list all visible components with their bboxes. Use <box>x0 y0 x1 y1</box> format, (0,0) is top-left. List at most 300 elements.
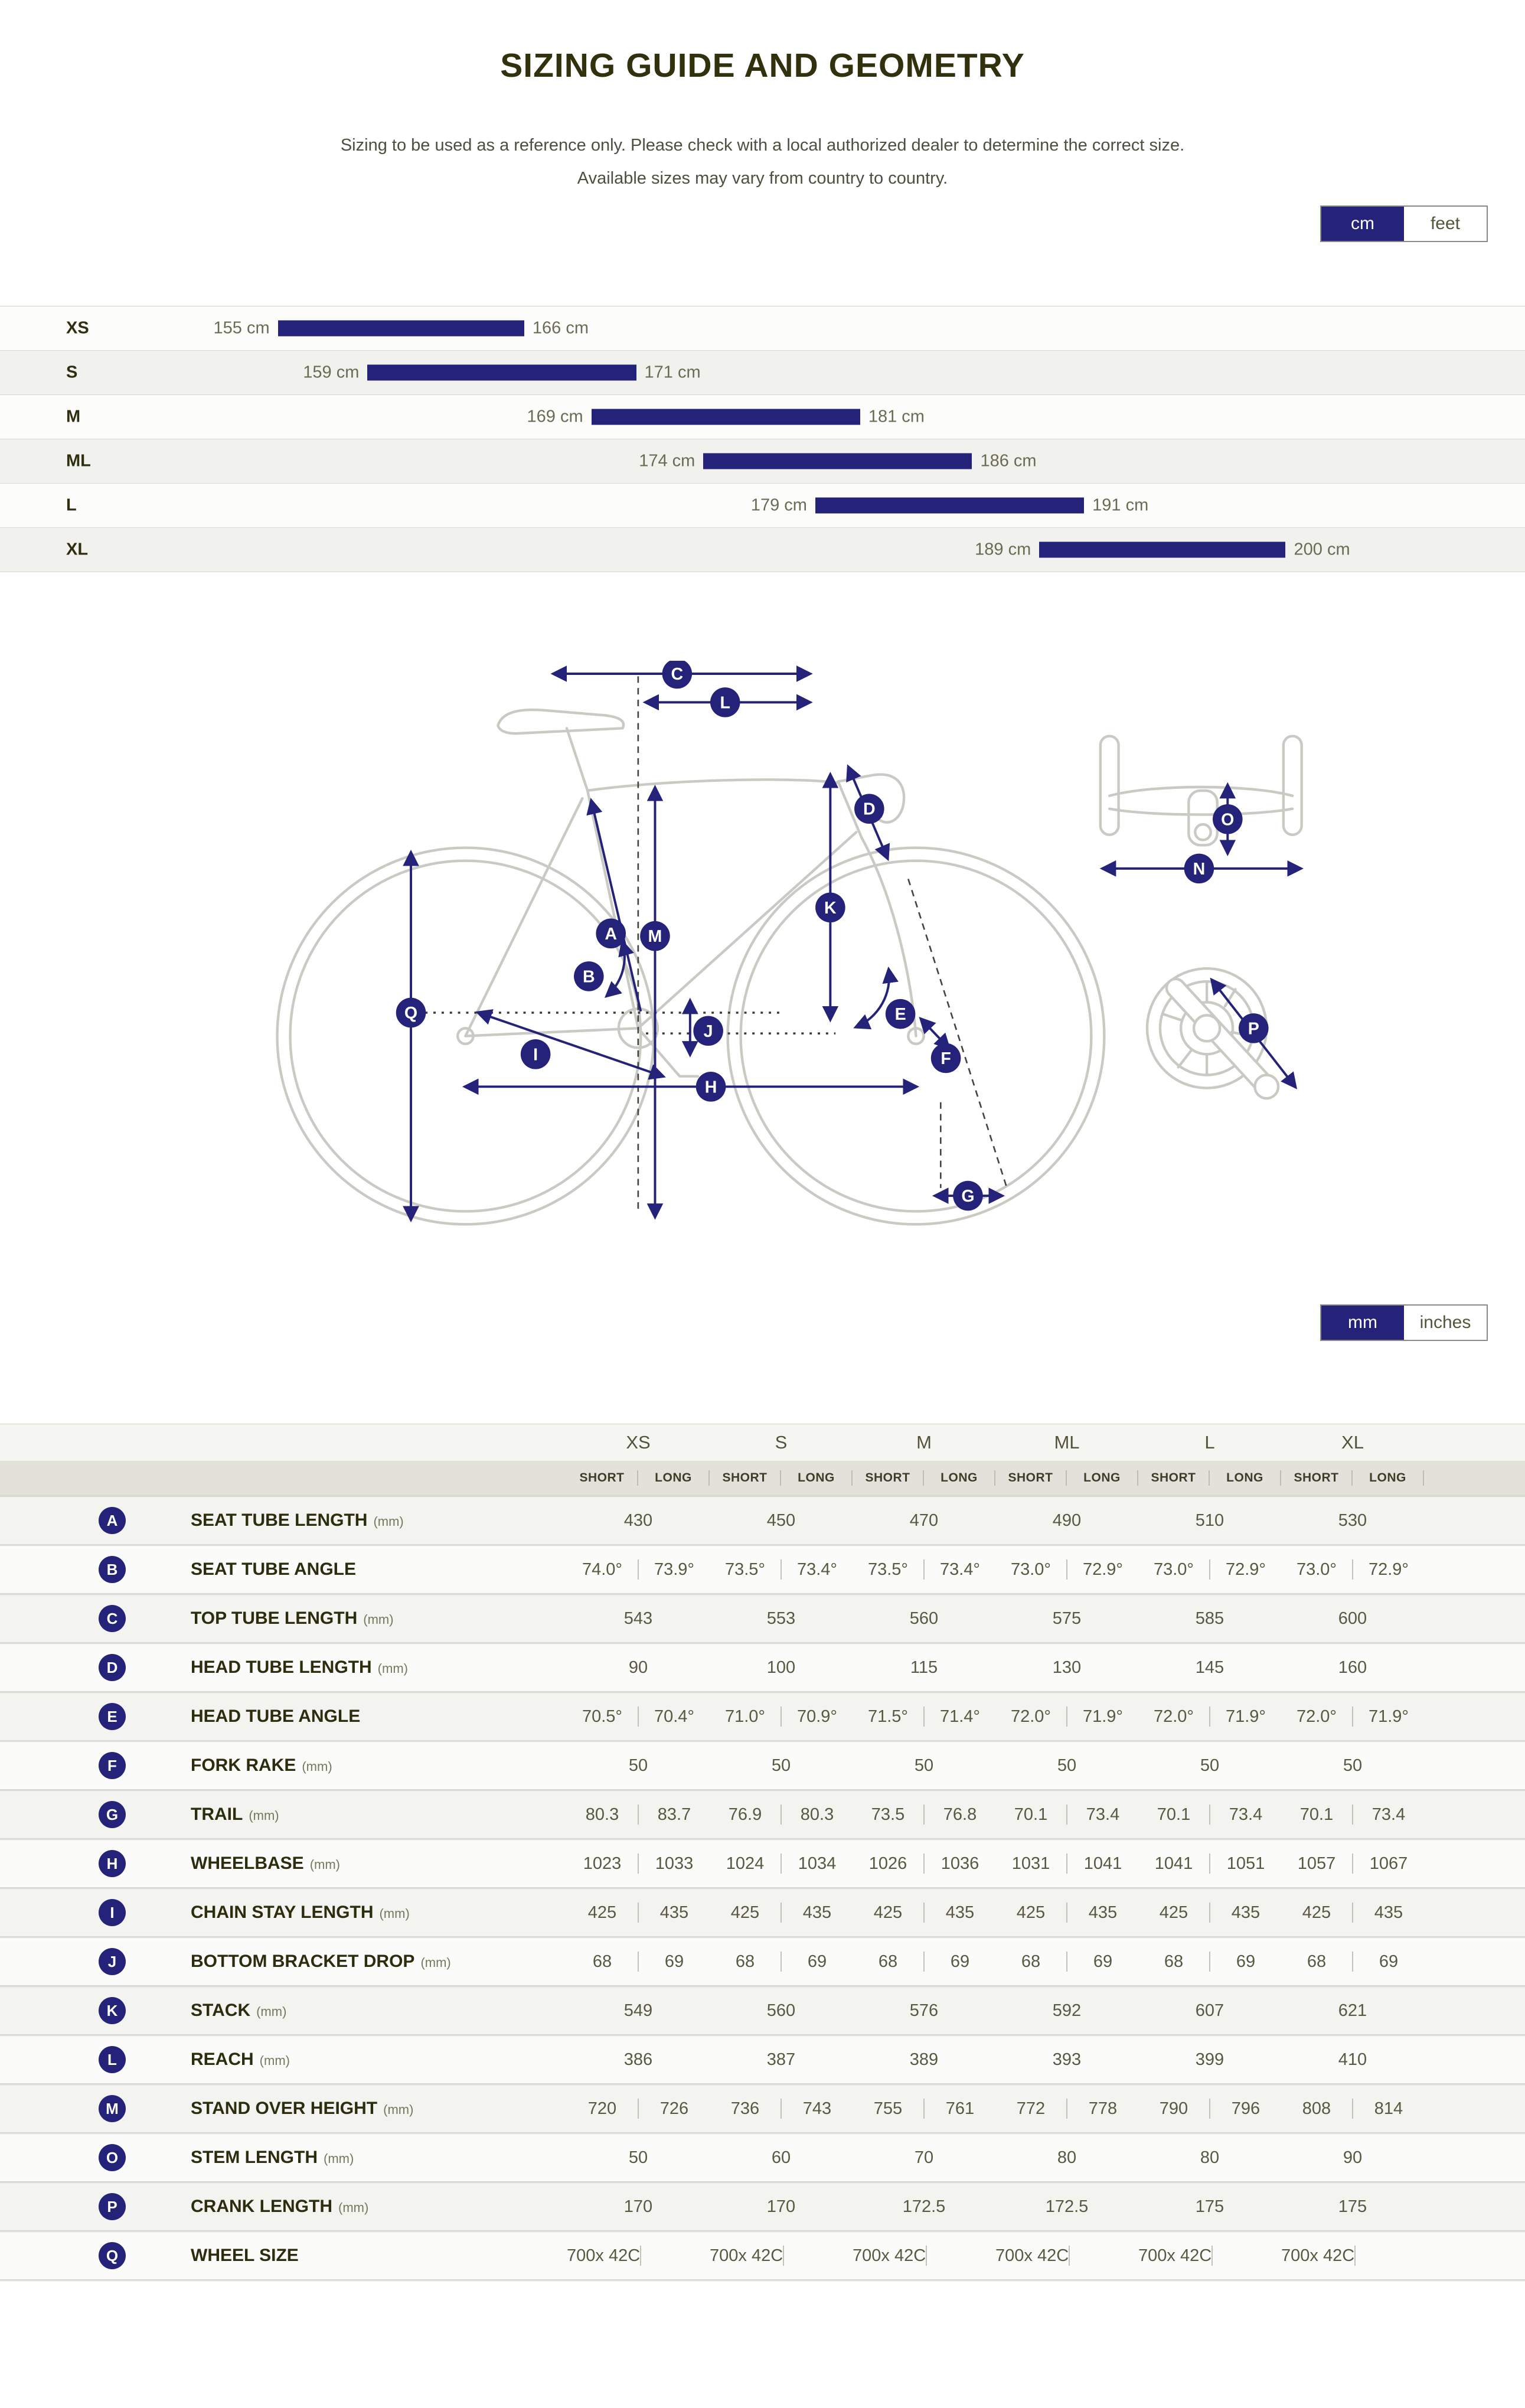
diagram-marker-o <box>1213 804 1243 834</box>
geo-cell <box>710 2148 853 2168</box>
letter-badge: I <box>99 1899 126 1926</box>
geo-value-long: 1041 <box>1083 1854 1122 1873</box>
diagram-marker-p <box>1238 1013 1268 1043</box>
row-label-cell <box>0 1997 567 2024</box>
geo-value-short: 425 <box>1302 1903 1331 1922</box>
short-label: SHORT <box>1151 1471 1196 1484</box>
geo-value: 50 <box>1343 1756 1363 1775</box>
geo-value-short: 68 <box>1164 1952 1184 1971</box>
geo-value: 70 <box>914 2148 934 2167</box>
svg-text:E: E <box>894 1005 906 1024</box>
geo-value: 510 <box>1195 1510 1224 1530</box>
table-row-seat-tube-length <box>0 1495 1525 1544</box>
height-range-bar <box>367 365 636 381</box>
svg-text:A: A <box>604 924 617 944</box>
geo-cell <box>1138 1707 1281 1727</box>
geo-cell <box>710 1511 853 1531</box>
geo-cell <box>710 2197 853 2217</box>
size-row-s <box>0 350 1525 394</box>
min-height-label: 169 cm <box>527 407 583 426</box>
geo-value-long: 73.4 <box>1229 1805 1263 1824</box>
geo-value-long: 72.9° <box>1082 1559 1124 1579</box>
geo-cell <box>853 2001 995 2021</box>
height-unit-toggle <box>1320 205 1488 242</box>
geometry-table-subheader <box>0 1461 1525 1495</box>
geo-cell <box>1281 2197 1424 2217</box>
row-label: STACK (mm) <box>191 2001 287 2020</box>
svg-text:O: O <box>1220 810 1234 830</box>
geo-value-long: 69 <box>807 1952 827 1971</box>
geo-value-short: 73.5° <box>867 1559 909 1579</box>
row-label-cell <box>0 1850 567 1877</box>
geo-value-long: 814 <box>1374 2099 1403 2118</box>
geo-cell <box>710 2099 853 2119</box>
row-unit: (mm) <box>420 1955 451 1970</box>
geo-cell <box>1281 2246 1424 2266</box>
row-label: CRANK LENGTH (mm) <box>191 2197 369 2216</box>
geo-cell <box>995 1707 1138 1727</box>
geo-value-short: 73.0° <box>1296 1559 1337 1579</box>
geo-value: 175 <box>1195 2197 1224 2216</box>
row-unit: (mm) <box>338 2200 369 2215</box>
column-header-m: M <box>916 1432 932 1453</box>
geo-value-short: 1023 <box>583 1854 622 1873</box>
letter-badge: C <box>99 1605 126 1632</box>
short-label: SHORT <box>1294 1471 1339 1484</box>
geo-value-short: 1057 <box>1297 1854 1336 1873</box>
geo-value-short: 772 <box>1016 2099 1046 2118</box>
row-label-cell <box>0 2193 567 2220</box>
row-label-cell <box>0 1948 567 1975</box>
geo-cell <box>710 1854 853 1874</box>
row-label: SEAT TUBE ANGLE <box>191 1559 357 1579</box>
geo-cell <box>1281 1609 1424 1629</box>
geo-cell <box>710 1756 853 1776</box>
row-label-cell <box>0 1703 567 1730</box>
geo-value: 115 <box>910 1657 938 1677</box>
max-height-label: 186 cm <box>980 451 1037 471</box>
geo-value-long: 73.4 <box>1086 1805 1120 1824</box>
row-label: FORK RAKE (mm) <box>191 1756 332 1775</box>
svg-text:H: H <box>704 1078 717 1097</box>
geo-value-short: 71.5° <box>867 1707 909 1726</box>
subheader-m <box>853 1470 995 1486</box>
geo-cell <box>995 2197 1138 2217</box>
cm-toggle-button[interactable]: cm <box>1321 207 1404 241</box>
height-range-bar <box>592 409 860 425</box>
geo-value-long: 76.8 <box>943 1805 977 1824</box>
geo-value-short: 73.0° <box>1153 1559 1194 1579</box>
table-row-stem-length <box>0 2132 1525 2181</box>
diagram-marker-q <box>396 998 426 1028</box>
geo-value: 575 <box>1052 1608 1082 1628</box>
diagram-marker-i <box>520 1039 550 1069</box>
geo-value-short: 425 <box>730 1903 760 1922</box>
geo-cell <box>1138 2001 1281 2021</box>
geo-cell <box>853 1609 995 1629</box>
table-row-trail <box>0 1789 1525 1838</box>
height-range-bar <box>815 498 1084 514</box>
geo-value-short: 72.0° <box>1153 1707 1194 1726</box>
geo-cell <box>853 2246 995 2266</box>
diagram-marker-k <box>815 893 845 923</box>
geo-cell <box>567 1707 710 1727</box>
letter-badge: F <box>99 1752 126 1779</box>
row-unit: (mm) <box>256 2004 287 2019</box>
geo-value-short: 73.0° <box>1010 1559 1052 1579</box>
geo-value-long: 73.4° <box>796 1559 838 1579</box>
row-label: BOTTOM BRACKET DROP (mm) <box>191 1952 451 1971</box>
geo-cell <box>1138 2050 1281 2070</box>
geo-value: 399 <box>1195 2050 1224 2069</box>
geo-cell <box>1281 1658 1424 1678</box>
geo-value-short: 700x 42C <box>995 2246 1069 2265</box>
geo-cell <box>567 1658 710 1678</box>
geo-cell <box>567 1805 710 1825</box>
geo-value: 387 <box>766 2050 796 2069</box>
geo-cell <box>1281 2001 1424 2021</box>
geo-cell <box>567 1511 710 1531</box>
geo-value-long: 743 <box>802 2099 832 2118</box>
geo-value-long: 1067 <box>1369 1854 1408 1873</box>
row-label-cell <box>0 1507 567 1534</box>
geo-cell <box>995 2099 1138 2119</box>
long-label: LONG <box>655 1471 692 1484</box>
geo-value-long: 1036 <box>941 1854 979 1873</box>
geo-value-long: 726 <box>659 2099 689 2118</box>
geo-value: 410 <box>1338 2050 1367 2069</box>
geo-cell <box>853 2148 995 2168</box>
svg-text:B: B <box>582 967 595 987</box>
geo-cell <box>853 1805 995 1825</box>
geo-cell <box>710 1903 853 1923</box>
geo-value-long: 69 <box>950 1952 970 1971</box>
geo-value-long: 71.9° <box>1368 1707 1409 1726</box>
size-row-ml <box>0 439 1525 483</box>
geo-value-long: 69 <box>664 1952 684 1971</box>
table-row-top-tube-length <box>0 1593 1525 1642</box>
row-label-cell <box>0 1801 567 1828</box>
geo-value-long: 72.9° <box>1225 1559 1266 1579</box>
geo-value-long: 1034 <box>798 1854 837 1873</box>
geo-cell <box>567 1756 710 1776</box>
divider <box>640 2246 641 2266</box>
geo-value-long: 796 <box>1231 2099 1261 2118</box>
geo-value-long: 69 <box>1236 1952 1256 1971</box>
geo-cell <box>995 1854 1138 1874</box>
row-label-cell <box>0 2242 567 2269</box>
geo-value-long: 761 <box>945 2099 975 2118</box>
geo-value: 560 <box>766 2001 796 2020</box>
max-height-label: 191 cm <box>1092 495 1149 515</box>
geo-value-short: 70.5° <box>582 1707 623 1726</box>
geo-value-long: 73.9° <box>654 1559 695 1579</box>
divider <box>926 2246 927 2266</box>
geo-value-long: 69 <box>1093 1952 1113 1971</box>
letter-badge: A <box>99 1507 126 1534</box>
handlebar-top-view <box>1100 736 1301 846</box>
row-label: TRAIL (mm) <box>191 1805 279 1824</box>
subheader-s <box>710 1470 853 1486</box>
geo-value-short: 700x 42C <box>1138 2246 1212 2265</box>
svg-text:M: M <box>648 927 662 947</box>
max-height-label: 166 cm <box>532 318 589 338</box>
geo-cell <box>1281 2148 1424 2168</box>
geo-value: 172.5 <box>902 2197 946 2216</box>
geo-cell <box>995 1756 1138 1776</box>
mm-toggle-button[interactable]: mm <box>1321 1306 1404 1340</box>
geo-value: 530 <box>1338 1510 1367 1530</box>
geo-value-long: 73.4 <box>1371 1805 1406 1824</box>
geo-cell <box>710 1559 853 1580</box>
column-header-l: L <box>1204 1432 1215 1453</box>
column-header-s: S <box>775 1432 788 1453</box>
geo-value-long: 435 <box>1088 1903 1118 1922</box>
letter-badge: D <box>99 1654 126 1681</box>
geo-cell <box>567 1903 710 1923</box>
row-unit: (mm) <box>373 1514 404 1529</box>
diagram-markers <box>396 661 1268 1210</box>
short-label: SHORT <box>722 1471 768 1484</box>
geo-cell <box>1138 1756 1281 1776</box>
geo-value: 50 <box>1200 1756 1220 1775</box>
geo-value: 50 <box>1057 1756 1077 1775</box>
letter-badge: O <box>99 2144 126 2171</box>
size-label: XS <box>66 318 89 338</box>
geometry-table <box>0 1424 1525 2281</box>
geo-value: 430 <box>623 1510 653 1530</box>
geo-cell <box>1281 1952 1424 1972</box>
size-label: M <box>66 407 81 426</box>
geo-value-short: 808 <box>1302 2099 1331 2118</box>
geo-value-short: 425 <box>587 1903 617 1922</box>
geo-cell <box>710 2246 853 2266</box>
geo-value-long: 1033 <box>655 1854 694 1873</box>
subheader-l <box>1138 1470 1281 1486</box>
geo-value-short: 700x 42C <box>710 2246 783 2265</box>
geo-value-short: 700x 42C <box>853 2246 926 2265</box>
row-unit: (mm) <box>259 2053 290 2068</box>
row-label: STAND OVER HEIGHT (mm) <box>191 2099 414 2118</box>
geo-cell <box>710 1952 853 1972</box>
geo-value: 600 <box>1338 1608 1367 1628</box>
geo-value-short: 70.1 <box>1014 1805 1048 1824</box>
geo-value: 393 <box>1052 2050 1082 2069</box>
geo-value: 549 <box>623 2001 653 2020</box>
geo-value-long: 435 <box>659 1903 689 1922</box>
table-row-crank-length <box>0 2181 1525 2230</box>
svg-text:K: K <box>824 898 837 918</box>
geometry-table-header <box>0 1424 1525 1461</box>
geo-value: 90 <box>628 1657 648 1677</box>
geo-value-long: 71.4° <box>939 1707 981 1726</box>
geo-cell <box>567 2001 710 2021</box>
geo-cell <box>710 2001 853 2021</box>
table-row-fork-rake <box>0 1740 1525 1789</box>
bike-geometry-diagram <box>0 661 1525 1287</box>
short-label: SHORT <box>579 1471 625 1484</box>
column-header-ml: ML <box>1054 1432 1080 1453</box>
geo-cell <box>853 2050 995 2070</box>
saddle <box>498 710 623 733</box>
geo-value-short: 720 <box>587 2099 617 2118</box>
geo-value-short: 1026 <box>868 1854 907 1873</box>
svg-text:Q: Q <box>404 1003 417 1023</box>
geo-cell <box>1138 2246 1281 2266</box>
geo-cell <box>710 1707 853 1727</box>
row-unit: (mm) <box>377 1661 408 1676</box>
svg-text:L: L <box>719 693 730 713</box>
geo-value: 130 <box>1052 1657 1082 1677</box>
table-row-seat-tube-angle <box>0 1544 1525 1593</box>
geo-value-long: 435 <box>1231 1903 1261 1922</box>
geo-cell <box>995 1805 1138 1825</box>
row-label: STEM LENGTH (mm) <box>191 2148 354 2167</box>
geo-value: 145 <box>1195 1657 1224 1677</box>
geo-value: 607 <box>1195 2001 1224 2020</box>
geo-cell <box>567 2246 710 2266</box>
geo-value: 160 <box>1338 1657 1367 1677</box>
geo-value-long: 70.9° <box>796 1707 838 1726</box>
max-height-label: 181 cm <box>868 407 925 426</box>
row-label: HEAD TUBE LENGTH (mm) <box>191 1657 408 1677</box>
geo-cell <box>1138 2099 1281 2119</box>
diagram-marker-l <box>710 687 740 717</box>
size-row-l <box>0 483 1525 527</box>
inches-toggle-button[interactable]: inches <box>1404 1306 1487 1340</box>
geo-value: 175 <box>1338 2197 1367 2216</box>
letter-badge: J <box>99 1948 126 1975</box>
geo-value-long: 69 <box>1379 1952 1399 1971</box>
letter-badge: G <box>99 1801 126 1828</box>
geo-value: 553 <box>766 1608 796 1628</box>
geo-value-short: 68 <box>592 1952 612 1971</box>
geo-value-short: 70.1 <box>1299 1805 1334 1824</box>
divider <box>1211 2246 1213 2266</box>
geo-cell <box>1281 2050 1424 2070</box>
letter-badge: L <box>99 2046 126 2073</box>
geo-value: 50 <box>771 1756 791 1775</box>
geo-value: 172.5 <box>1045 2197 1089 2216</box>
geometry-unit-toggle-row <box>0 1304 1525 1341</box>
geo-value: 386 <box>623 2050 653 2069</box>
geo-value-long: 778 <box>1088 2099 1118 2118</box>
geo-cell <box>1281 1511 1424 1531</box>
svg-text:J: J <box>703 1022 713 1041</box>
long-label: LONG <box>941 1471 978 1484</box>
geo-value: 50 <box>628 1756 648 1775</box>
letter-badge: H <box>99 1850 126 1877</box>
geo-value-short: 425 <box>873 1903 903 1922</box>
geo-value: 560 <box>909 1608 939 1628</box>
svg-text:F: F <box>940 1049 951 1068</box>
geo-value-short: 73.5 <box>871 1805 905 1824</box>
geo-value: 170 <box>766 2197 796 2216</box>
geo-value-short: 73.5° <box>724 1559 766 1579</box>
svg-text:D: D <box>863 800 876 819</box>
min-height-label: 159 cm <box>303 363 360 382</box>
size-label: ML <box>66 451 91 471</box>
min-height-label: 155 cm <box>213 318 270 338</box>
geo-cell <box>995 1559 1138 1580</box>
geo-value-short: 70.1 <box>1157 1805 1191 1824</box>
row-label: HEAD TUBE ANGLE <box>191 1707 361 1726</box>
column-header-xl: XL <box>1341 1432 1364 1453</box>
divider <box>1069 2246 1070 2266</box>
geo-value: 543 <box>623 1608 653 1628</box>
geo-value: 90 <box>1343 2148 1363 2167</box>
svg-text:P: P <box>1248 1019 1259 1039</box>
column-header-xs: XS <box>626 1432 651 1453</box>
table-row-stack <box>0 1985 1525 2034</box>
geo-cell <box>853 2197 995 2217</box>
rider-height-size-chart <box>0 306 1525 572</box>
letter-badge: P <box>99 2193 126 2220</box>
geo-cell <box>1138 1854 1281 1874</box>
geo-value-short: 790 <box>1159 2099 1188 2118</box>
bike-outline <box>277 710 1301 1224</box>
geo-cell <box>995 2001 1138 2021</box>
diagram-marker-h <box>695 1072 726 1102</box>
row-label: WHEEL SIZE <box>191 2246 299 2265</box>
geo-cell <box>710 1609 853 1629</box>
geo-value-short: 755 <box>873 2099 903 2118</box>
diagram-marker-g <box>953 1181 983 1211</box>
row-unit: (mm) <box>379 1906 410 1921</box>
geo-cell <box>1138 1952 1281 1972</box>
geo-cell <box>1281 1756 1424 1776</box>
size-row-xl <box>0 527 1525 572</box>
feet-toggle-button[interactable]: feet <box>1404 207 1487 241</box>
row-label-cell <box>0 1654 567 1681</box>
row-label-cell <box>0 1556 567 1583</box>
letter-badge: E <box>99 1703 126 1730</box>
geo-cell <box>853 1756 995 1776</box>
geometry-unit-toggle <box>1320 1304 1488 1341</box>
geo-value: 80 <box>1057 2148 1077 2167</box>
geo-cell <box>1281 1854 1424 1874</box>
geo-value-short: 700x 42C <box>567 2246 641 2265</box>
short-label: SHORT <box>1008 1471 1053 1484</box>
table-row-wheelbase <box>0 1838 1525 1887</box>
geo-cell <box>567 1559 710 1580</box>
height-range-bar <box>1039 542 1285 558</box>
row-unit: (mm) <box>363 1612 394 1627</box>
diagram-marker-j <box>693 1016 723 1046</box>
table-row-reach <box>0 2034 1525 2083</box>
row-label-cell <box>0 1752 567 1779</box>
min-height-label: 174 cm <box>639 451 695 471</box>
geo-value: 389 <box>909 2050 939 2069</box>
geo-cell <box>710 1805 853 1825</box>
row-label: REACH (mm) <box>191 2050 290 2069</box>
diagram-marker-e <box>885 999 915 1029</box>
subheader-xs <box>567 1470 710 1486</box>
geo-cell <box>567 2099 710 2119</box>
row-label-cell <box>0 1605 567 1632</box>
geo-value: 576 <box>909 2001 939 2020</box>
long-label: LONG <box>798 1471 835 1484</box>
height-unit-toggle-row <box>0 205 1525 242</box>
geo-cell <box>1138 1658 1281 1678</box>
table-row-head-tube-angle <box>0 1691 1525 1740</box>
geo-value-long: 80.3 <box>800 1805 834 1824</box>
svg-text:N: N <box>1193 859 1205 879</box>
geo-value-long: 1051 <box>1226 1854 1265 1873</box>
geo-cell <box>995 1903 1138 1923</box>
max-height-label: 171 cm <box>644 363 701 382</box>
geo-value-short: 1031 <box>1011 1854 1050 1873</box>
